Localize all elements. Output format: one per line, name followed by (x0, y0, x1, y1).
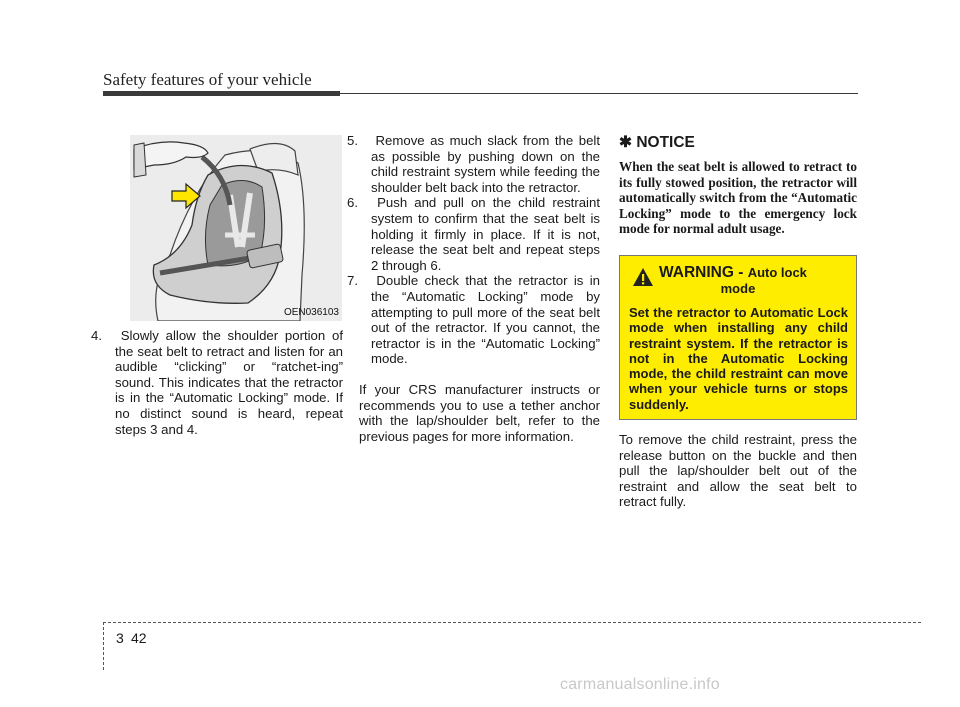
page-number: 42 (131, 630, 147, 646)
step-4-number: 4. (91, 328, 102, 343)
notice-star-icon: ✱ (619, 134, 632, 151)
step-5 (347, 133, 600, 195)
warning-subtitle-1: Auto lock (747, 265, 807, 280)
child-seat-drawing (130, 135, 342, 321)
figure-code: OEN036103 (283, 307, 339, 318)
header-rule-thick (103, 91, 340, 96)
warning-box (619, 255, 857, 420)
step-4-text: Slowly allow the shoulder portion of the seat belt to retract and listen for an audible “clicking” or “ratchet-ing” sound. This indicates that the retractor is in the “Automatic Locking” mode. If no distinct sound is heard, repeat steps 3 and 4. (115, 328, 343, 437)
step-7 (347, 273, 600, 367)
tether-paragraph: If your CRS manufacturer instructs or recommends you to use a tether anchor with the lap/shoulder belt, refer to the previous pages for more information. (359, 381, 600, 444)
notice-body: When the seat belt is allowed to retract to its fully stowed position, the retractor will automatically switch from the “Automatic Locking” mode to the emergency lock mode for normal adult usage. (619, 159, 857, 237)
warning-triangle-icon (632, 267, 654, 287)
step-6-number: 6. (347, 195, 358, 211)
footer-vertical-rule (103, 622, 104, 670)
removal-paragraph: To remove the child restraint, press the release button on the buckle and then pull the lap/shoulder belt out of the restraint and allow the seat belt to retract fully. (619, 432, 857, 510)
notice-title-text: NOTICE (636, 134, 695, 151)
warning-header (629, 265, 848, 297)
warning-subtitle-2: mode (720, 281, 756, 296)
child-seat-illustration (130, 135, 342, 321)
step-5-text: Remove as much slack from the belt as possible by pushing down on the child restraint system while feeding the shoulder belt back into the retractor. (371, 133, 600, 195)
column-middle (347, 133, 600, 444)
section-title: Safety features of your vehicle (103, 70, 312, 89)
notice-block (619, 133, 857, 237)
step-7-number: 7. (347, 273, 358, 289)
step-6 (347, 195, 600, 273)
column-left (91, 328, 343, 437)
notice-title (619, 133, 857, 153)
watermark: carmanualsonline.info (560, 676, 720, 693)
step-4 (91, 328, 343, 437)
footer-rule (103, 622, 921, 623)
chapter-number: 3 (116, 630, 124, 646)
step-6-text: Push and pull on the child restraint system to confirm that the seat belt is holding it firmly in place. If it is not, release the seat belt and repeat steps 2 through 6. (371, 195, 600, 273)
step-7-text: Double check that the retractor is in the “Automatic Locking” mode by attempting to pull more of the seat belt out of the retractor. If you cannot, the retractor is in the “Automatic Locking” mode. (371, 273, 600, 367)
step-5-number: 5. (347, 133, 358, 148)
warning-word: WARNING - (659, 264, 748, 281)
header-rule-thin (340, 93, 858, 94)
warning-title (659, 265, 807, 297)
warning-body: Set the retractor to Automatic Lock mode when installing any child restraint system. If the retractor is not in the Automatic Locking mode, the child restraint can move when your vehicle turns or stops suddenly. (629, 305, 848, 412)
